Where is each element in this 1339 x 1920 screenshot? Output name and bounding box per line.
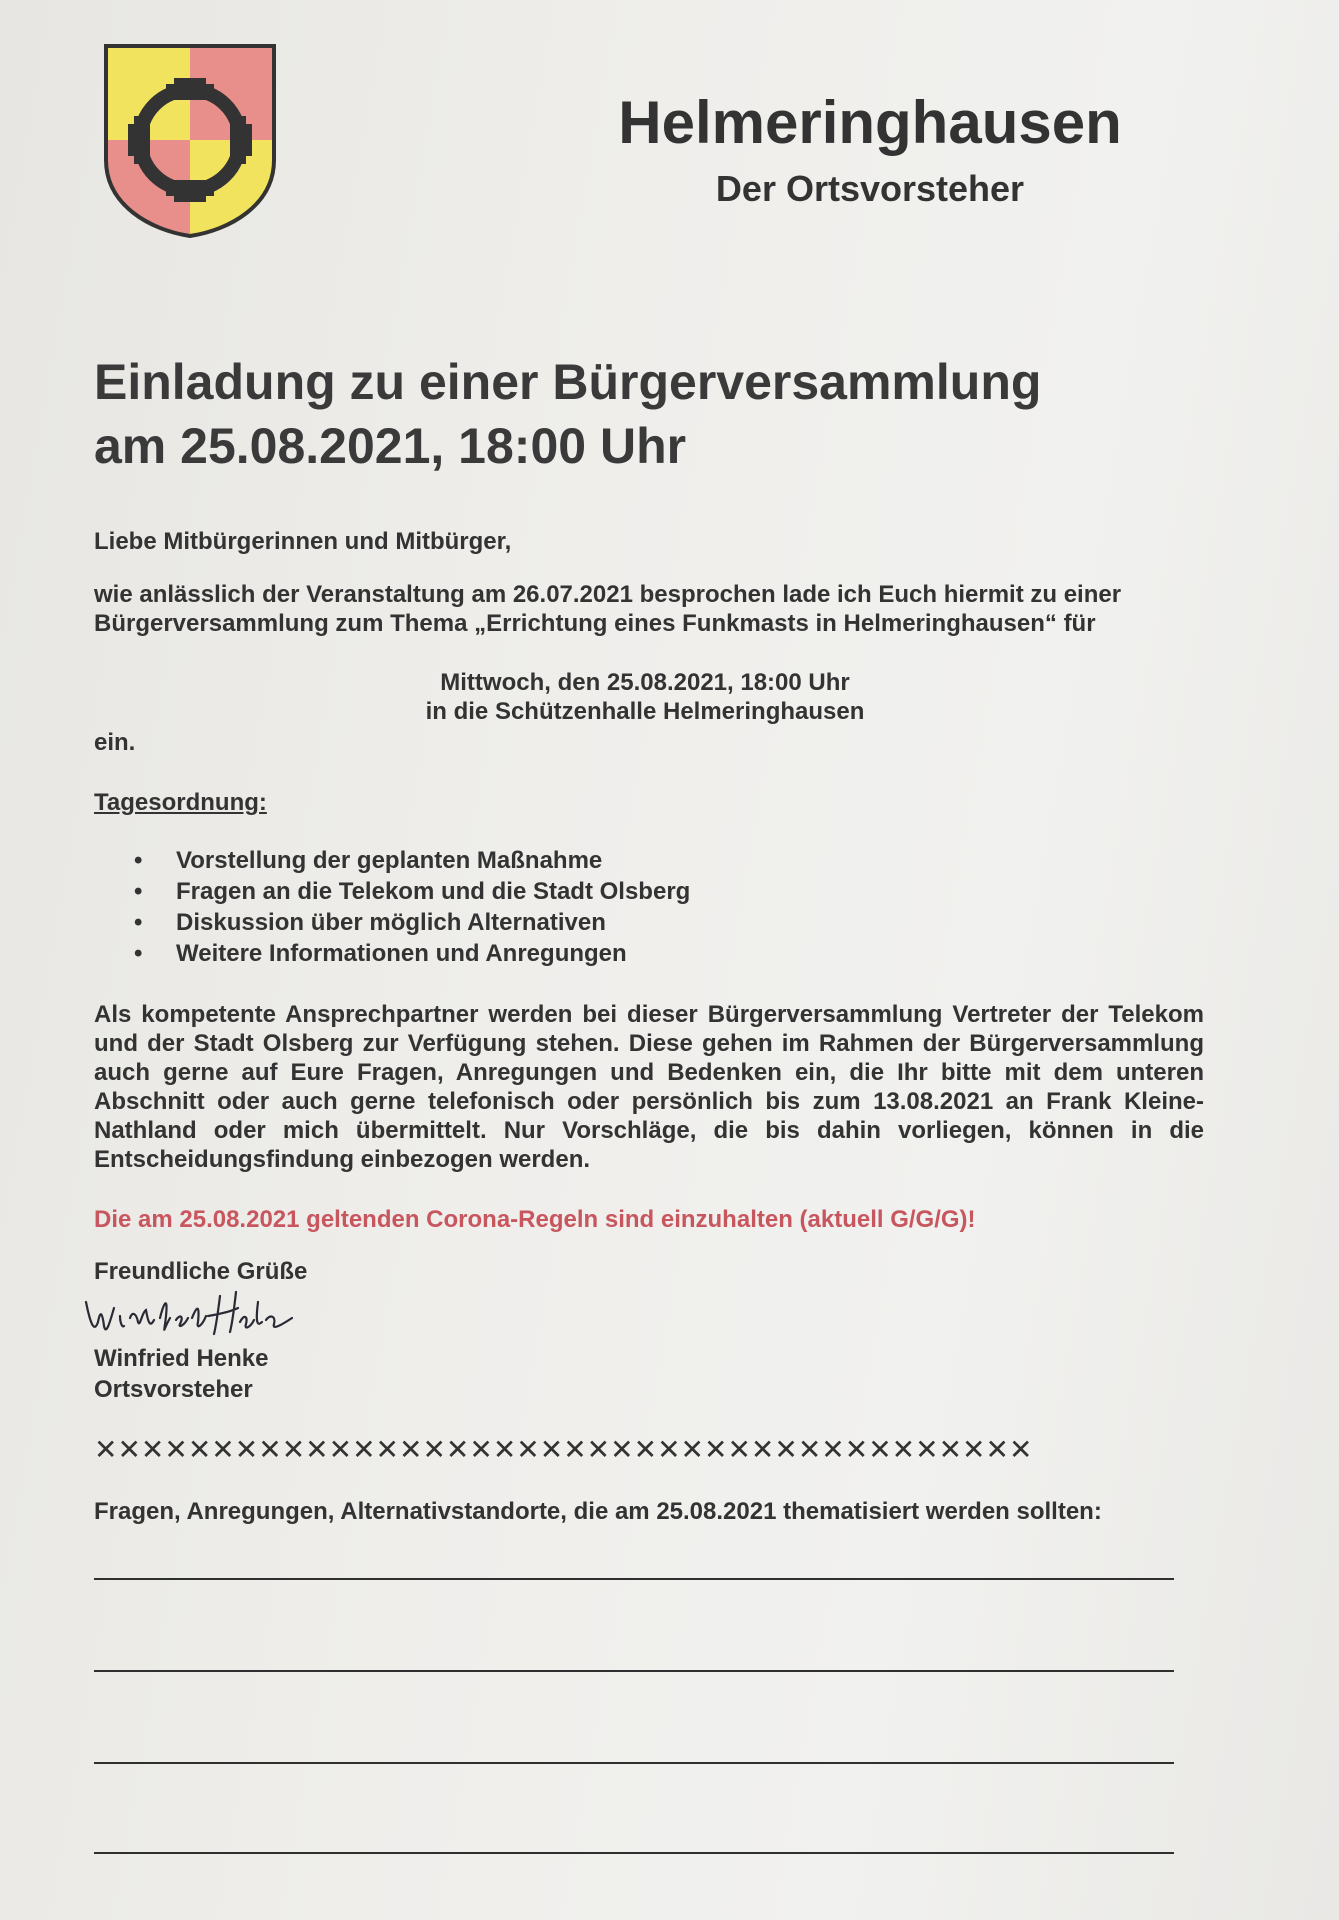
signer-block (94, 1343, 268, 1405)
signature-icon (80, 1282, 300, 1340)
salutation: Liebe Mitbürgerinnen und Mitbürger, (94, 528, 512, 555)
intro-closing-word: ein. (94, 729, 136, 756)
agenda-item (134, 938, 690, 969)
intro-paragraph: wie anlässlich der Veranstaltung am 26.07.2021 besprochen lade ich Euch hiermit zu einer Bürgerversammlung zum Thema „Errichtung eines Funkmasts in Helmeringhausen“ für (94, 581, 1122, 637)
corona-notice: Die am 25.08.2021 geltenden Corona-Regeln sind einzuhalten (aktuell G/G/G)! (94, 1206, 976, 1233)
signer-role: Ortsvorsteher (94, 1376, 253, 1403)
agenda-item (134, 907, 690, 938)
headline-line-2: am 25.08.2021, 18:00 Uhr (94, 418, 687, 474)
agenda-item (134, 845, 690, 876)
agenda-item (134, 876, 690, 907)
event-date: Mittwoch, den 25.08.2021, 18:00 Uhr (440, 669, 850, 696)
agenda-title: Tagesordnung: (94, 789, 267, 816)
feedback-line-4 (94, 1852, 1174, 1854)
bullet-icon: • (134, 940, 143, 967)
agenda-item-label: Diskussion über möglich Alternativen (176, 909, 606, 936)
closing-greeting: Freundliche Grüße (94, 1258, 308, 1285)
event-details (350, 668, 940, 726)
feedback-line-3 (94, 1762, 1174, 1764)
bullet-icon: • (134, 847, 143, 874)
coat-of-arms-icon (100, 40, 280, 240)
contact-paragraph: Als kompetente Ansprechpartner werden bei dieser Bürgerversammlung Vertreter der Telekom und der Stadt Olsberg zur Verfügung stehen. Diese gehen im Rahmen der Bürgerversammlung auch gerne auf Eure Fragen, Anregungen und Bedenken ein, die Ihr bitte mit dem unteren Abschnitt oder auch gerne telefonisch oder persönlich bis zum 13.08.2021 an Frank Kleine-Nathland oder mich übermittelt. Nur Vorschläge, die bis dahin vorliegen, können in die Entscheidungsfindung einbezogen werden. (94, 1001, 1204, 1173)
agenda-list (134, 845, 690, 969)
office-title: Der Ortsvorsteher (715, 168, 1025, 209)
signer-name: Winfried Henke (94, 1345, 269, 1372)
event-location: in die Schützenhalle Helmeringhausen (425, 698, 865, 725)
agenda-item-label: Vorstellung der geplanten Maßnahme (176, 847, 603, 874)
town-name: Helmeringhausen (618, 89, 1122, 156)
bullet-icon: • (134, 909, 143, 936)
feedback-prompt: Fragen, Anregungen, Alternativstandorte, die am 25.08.2021 thematisiert werden sollten: (94, 1498, 1102, 1525)
headline-line-1: Einladung zu einer Bürgerversammlung (94, 354, 1042, 410)
feedback-line-1 (94, 1578, 1174, 1580)
invitation-headline (94, 350, 1041, 478)
agenda-item-label: Weitere Informationen und Anregungen (176, 940, 627, 967)
bullet-icon: • (134, 878, 143, 905)
agenda-item-label: Fragen an die Telekom und die Stadt Olsberg (176, 878, 691, 905)
feedback-line-2 (94, 1670, 1174, 1672)
cut-line: ✕✕✕✕✕✕✕✕✕✕✕✕✕✕✕✕✕✕✕✕✕✕✕✕✕✕✕✕✕✕✕✕✕✕✕✕✕✕✕✕ (94, 1434, 1033, 1465)
